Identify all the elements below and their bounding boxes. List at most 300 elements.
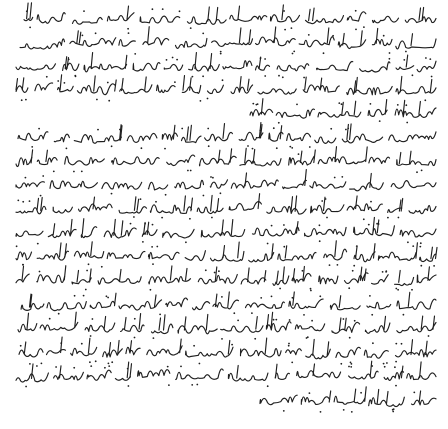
diacritic-dot [296, 104, 298, 106]
handwriting-strokes [22, 6, 438, 32]
diacritic-dot [348, 366, 350, 368]
word-stroke [373, 16, 399, 23]
ascender-stroke [345, 318, 347, 330]
ascender-stroke [256, 317, 257, 330]
word-stroke [336, 347, 361, 357]
diacritic-dot [86, 270, 88, 272]
diacritic-dot [338, 102, 340, 104]
word-stroke [229, 202, 261, 211]
word-stroke [258, 89, 296, 94]
diacritic-dot [156, 246, 158, 248]
handwritten-line [16, 30, 438, 56]
diacritic-dot [350, 366, 352, 368]
word-stroke [347, 12, 366, 21]
diacritic-dot [81, 343, 83, 345]
word-stroke [119, 40, 135, 47]
diacritic-dot [36, 365, 38, 367]
diacritic-dot [348, 287, 350, 289]
handwriting-strokes [14, 315, 438, 341]
ascender-stroke [249, 30, 251, 43]
diacritic-dot [22, 264, 24, 266]
diacritic-dot [394, 366, 396, 368]
word-stroke [306, 16, 344, 24]
ascender-stroke [238, 6, 240, 19]
word-stroke [54, 372, 84, 380]
diacritic-dot [401, 343, 403, 345]
ascender-stroke [104, 316, 106, 329]
ascender-stroke [145, 77, 147, 91]
diacritic-dot [370, 201, 372, 203]
ascender-stroke [223, 246, 225, 258]
handwriting-strokes [14, 267, 438, 293]
diacritic-dot [334, 177, 336, 179]
word-stroke [37, 13, 65, 24]
word-stroke [417, 61, 436, 72]
diacritic-dot [20, 345, 22, 347]
diacritic-dot [371, 365, 373, 367]
diacritic-dot [179, 10, 181, 12]
ascender-stroke [127, 362, 129, 378]
ascender-stroke [300, 151, 302, 163]
ascender-stroke [137, 199, 139, 210]
ascender-stroke [190, 78, 192, 90]
diacritic-dot [88, 263, 90, 265]
diacritic-dot [49, 318, 51, 320]
word-stroke [260, 395, 297, 405]
diacritic-dot [325, 198, 327, 200]
diacritic-dot [405, 104, 407, 106]
diacritic-dot [85, 289, 87, 291]
diacritic-dot [330, 128, 332, 130]
ascender-stroke [127, 6, 129, 19]
ascender-stroke [37, 198, 39, 210]
handwritten-line [248, 100, 438, 126]
diacritic-dot [392, 411, 394, 413]
ascender-stroke [195, 53, 197, 69]
diacritic-dot [247, 145, 249, 147]
word-stroke [395, 277, 414, 285]
diacritic-dot [278, 122, 280, 124]
ascender-stroke [366, 147, 368, 162]
diacritic-dot [283, 410, 285, 412]
word-stroke [20, 39, 64, 49]
diacritic-dot [279, 288, 281, 290]
diacritic-dot [152, 263, 154, 265]
diacritic-dot [231, 344, 233, 346]
ascender-stroke [77, 31, 79, 43]
diacritic-dot [128, 385, 130, 387]
handwriting-strokes [14, 363, 438, 389]
diacritic-dot [176, 59, 178, 61]
diacritic-dot [370, 103, 372, 105]
ascender-stroke [31, 150, 32, 163]
ascender-stroke [24, 342, 26, 354]
word-stroke [35, 83, 53, 91]
handwritten-line [14, 315, 438, 341]
ascender-stroke [130, 364, 132, 378]
diacritic-dot [193, 345, 195, 347]
word-stroke [71, 347, 97, 355]
diacritic-dot [119, 129, 121, 131]
diacritic-dot [298, 153, 300, 155]
ascender-stroke [134, 197, 136, 211]
ascender-stroke [65, 57, 67, 69]
word-stroke [37, 251, 68, 260]
word-stroke [107, 13, 134, 21]
diacritic-dot [341, 176, 343, 178]
ascender-stroke [419, 8, 421, 20]
diacritic-dot [351, 411, 353, 413]
word-stroke [396, 350, 437, 357]
diacritic-dot [152, 8, 154, 10]
diacritic-dot [57, 80, 59, 82]
diacritic-dot [395, 343, 397, 345]
diacritic-dot [428, 335, 430, 337]
word-stroke [152, 324, 173, 334]
diacritic-dot [356, 245, 358, 247]
ascender-stroke [361, 31, 363, 45]
word-stroke [201, 230, 244, 238]
ascender-stroke [27, 313, 29, 329]
word-stroke [289, 299, 323, 308]
word-stroke [240, 159, 281, 166]
word-stroke [79, 204, 113, 211]
word-stroke [167, 155, 195, 165]
word-stroke [412, 398, 437, 405]
ascender-stroke [217, 199, 219, 211]
diacritic-dot [127, 368, 129, 370]
word-stroke [400, 229, 436, 237]
word-stroke [378, 252, 416, 260]
word-stroke [286, 349, 302, 355]
word-stroke [115, 376, 130, 380]
word-stroke [360, 62, 390, 72]
ascender-stroke [329, 391, 331, 402]
diacritic-dot [412, 245, 414, 247]
diacritic-dot [311, 320, 313, 322]
diacritic-dot [283, 224, 285, 226]
word-stroke [208, 85, 224, 93]
ascender-stroke [53, 224, 55, 235]
diacritic-dot [283, 246, 285, 248]
word-stroke [310, 182, 346, 189]
diacritic-dot [151, 246, 153, 248]
diacritic-dot [174, 81, 176, 83]
diacritic-dot [264, 58, 266, 60]
diacritic-dot [55, 366, 57, 368]
ascender-stroke [90, 269, 92, 282]
word-stroke [241, 349, 282, 357]
diacritic-dot [275, 319, 277, 321]
ascender-stroke [433, 316, 435, 329]
word-stroke [365, 323, 390, 333]
word-stroke [87, 370, 111, 380]
diacritic-dot [395, 385, 397, 387]
handwriting-block [14, 6, 438, 422]
diacritic-dot [310, 288, 312, 290]
ascender-stroke [245, 148, 247, 163]
ascender-stroke [282, 5, 284, 20]
ascender-stroke [365, 387, 367, 402]
ascender-stroke [82, 219, 84, 234]
diacritic-dot [345, 129, 347, 131]
word-stroke [384, 371, 403, 380]
word-stroke [231, 180, 278, 188]
ascender-stroke [32, 364, 34, 378]
word-stroke [164, 64, 182, 70]
word-stroke [182, 136, 202, 143]
ascender-stroke [64, 266, 66, 280]
diacritic-dot [150, 289, 152, 291]
word-stroke [176, 38, 207, 48]
word-stroke [102, 182, 142, 189]
word-stroke [417, 275, 436, 283]
ascender-stroke [88, 338, 90, 353]
diacritic-dot [25, 386, 27, 388]
word-stroke [127, 133, 157, 142]
ascender-stroke [327, 28, 329, 43]
word-stroke [185, 251, 205, 261]
diacritic-dot [168, 384, 170, 386]
ascender-stroke [258, 194, 260, 209]
diacritic-dot [222, 79, 224, 81]
diacritic-dot [368, 224, 370, 226]
word-stroke [397, 299, 436, 309]
diacritic-dot [172, 57, 174, 59]
diacritic-dot [372, 342, 374, 344]
diacritic-dot [207, 128, 209, 130]
word-stroke [16, 64, 56, 70]
word-stroke [189, 64, 220, 71]
word-stroke [275, 373, 289, 379]
diacritic-dot [251, 312, 253, 314]
diacritic-dot [29, 27, 31, 29]
diacritic-dot [302, 270, 304, 272]
handwriting-strokes [248, 100, 438, 126]
diacritic-dot [25, 177, 27, 179]
word-stroke [347, 87, 392, 95]
diacritic-dot [273, 319, 275, 321]
ascender-stroke [46, 150, 48, 161]
diacritic-dot [134, 337, 136, 339]
diacritic-dot [90, 335, 92, 337]
word-stroke [395, 108, 436, 117]
word-stroke [162, 133, 177, 140]
word-stroke [65, 156, 105, 165]
diacritic-dot [376, 223, 378, 225]
word-stroke [175, 180, 204, 188]
word-stroke [297, 371, 341, 378]
ascender-stroke [223, 124, 225, 139]
ascender-stroke [60, 243, 62, 257]
handwriting-strokes [14, 172, 438, 198]
ascender-stroke [347, 124, 349, 139]
word-stroke [223, 61, 252, 69]
diacritic-dot [271, 225, 273, 227]
diacritic-dot [406, 122, 408, 124]
word-stroke [369, 157, 390, 163]
word-stroke [271, 15, 300, 22]
word-stroke [213, 300, 239, 309]
word-stroke [193, 302, 210, 310]
ascender-stroke [305, 170, 307, 186]
ascender-stroke [377, 220, 379, 233]
word-stroke [405, 17, 436, 23]
word-stroke [47, 350, 66, 355]
diacritic-dot [108, 100, 110, 102]
diacritic-dot [306, 337, 308, 339]
diacritic-dot [73, 367, 75, 369]
diacritic-dot [162, 8, 164, 10]
ascender-stroke [277, 271, 279, 282]
diacritic-dot [352, 270, 354, 272]
handwritten-line [258, 388, 438, 414]
ascender-stroke [365, 269, 367, 281]
diacritic-dot [153, 337, 155, 339]
diacritic-dot [395, 288, 397, 290]
ascender-stroke [339, 296, 341, 308]
ascender-stroke [313, 339, 315, 355]
ascender-stroke [211, 196, 213, 211]
ascender-stroke [436, 248, 438, 259]
diacritic-dot [202, 33, 204, 35]
ascender-stroke [283, 267, 285, 282]
word-stroke [295, 324, 324, 331]
diacritic-dot [92, 318, 94, 320]
word-stroke [330, 304, 360, 310]
ascender-stroke [230, 149, 232, 162]
diacritic-dot [140, 198, 142, 200]
word-stroke [85, 323, 115, 332]
word-stroke [104, 228, 136, 238]
diacritic-dot [343, 318, 345, 320]
diacritic-dot [16, 245, 18, 247]
diacritic-dot [211, 217, 213, 219]
ascender-stroke [309, 9, 311, 20]
word-stroke [249, 253, 274, 262]
word-stroke [319, 276, 338, 284]
word-stroke [16, 231, 43, 236]
word-stroke [16, 182, 44, 188]
word-stroke [230, 15, 267, 21]
word-stroke [342, 134, 382, 143]
diacritic-dot [74, 295, 76, 297]
ascender-stroke [173, 125, 175, 139]
ascender-stroke [335, 241, 337, 257]
word-stroke [120, 85, 152, 94]
word-stroke [119, 207, 146, 213]
diacritic-dot [308, 34, 310, 36]
ascender-stroke [228, 341, 230, 355]
ascender-stroke [91, 242, 93, 256]
diacritic-dot [220, 192, 222, 194]
word-stroke [149, 277, 191, 284]
diacritic-dot [309, 392, 311, 394]
word-stroke [18, 132, 48, 141]
word-stroke [16, 252, 32, 260]
word-stroke [299, 37, 334, 47]
diacritic-dot [288, 343, 290, 345]
handwritten-line [14, 172, 438, 198]
word-stroke [157, 85, 176, 92]
word-stroke [149, 252, 180, 259]
diacritic-dot [90, 365, 92, 367]
diacritic-dot [21, 99, 23, 101]
ascender-stroke [60, 75, 62, 90]
diacritic-dot [347, 128, 349, 130]
word-stroke [212, 39, 253, 47]
word-stroke [277, 64, 309, 71]
diacritic-dot [208, 145, 210, 147]
ascender-stroke [22, 266, 24, 280]
diacritic-dot [237, 320, 239, 322]
word-stroke [16, 157, 32, 166]
ascender-stroke [218, 150, 220, 162]
handwritten-line [22, 6, 438, 32]
diacritic-dot [152, 224, 154, 226]
word-stroke [211, 251, 244, 261]
ascender-stroke [115, 80, 117, 91]
ascender-stroke [93, 197, 95, 209]
ascender-stroke [399, 270, 401, 282]
ascender-stroke [293, 292, 295, 305]
diacritic-dot [289, 319, 291, 321]
diacritic-dot [167, 366, 169, 368]
diacritic-dot [397, 289, 399, 291]
diacritic-dot [22, 201, 24, 203]
diacritic-dot [321, 200, 323, 202]
ascender-stroke [377, 390, 379, 404]
word-stroke [267, 206, 306, 214]
diacritic-dot [82, 35, 84, 37]
word-stroke [368, 109, 387, 116]
ascender-stroke [148, 27, 150, 43]
ascender-stroke [428, 267, 430, 281]
diacritic-dot [288, 345, 290, 347]
word-stroke [112, 157, 160, 165]
ascender-stroke [265, 338, 267, 353]
ascender-stroke [313, 8, 315, 21]
ascender-stroke [191, 198, 193, 211]
word-stroke [21, 303, 44, 310]
diacritic-dot [291, 27, 293, 29]
diacritic-dot [95, 360, 97, 362]
ascender-stroke [401, 366, 403, 378]
ascender-stroke [416, 243, 418, 258]
word-stroke [276, 109, 314, 118]
diacritic-dot [319, 240, 321, 242]
diacritic-dot [320, 411, 322, 413]
word-stroke [397, 160, 436, 166]
ascender-stroke [94, 76, 96, 91]
diacritic-dot [83, 10, 85, 12]
diacritic-dot [257, 103, 259, 105]
diacritic-dot [155, 201, 157, 203]
diacritic-dot [369, 295, 371, 297]
ascender-stroke [272, 244, 274, 258]
ascender-stroke [261, 99, 263, 114]
word-stroke [367, 302, 391, 308]
word-stroke [150, 205, 191, 214]
word-stroke [349, 371, 379, 379]
ascender-stroke [399, 152, 401, 163]
ascender-stroke [285, 246, 287, 258]
word-stroke [77, 84, 115, 95]
ascender-stroke [373, 217, 375, 232]
diacritic-dot [384, 366, 386, 368]
ascender-stroke [426, 341, 428, 354]
ascender-stroke [274, 27, 276, 43]
